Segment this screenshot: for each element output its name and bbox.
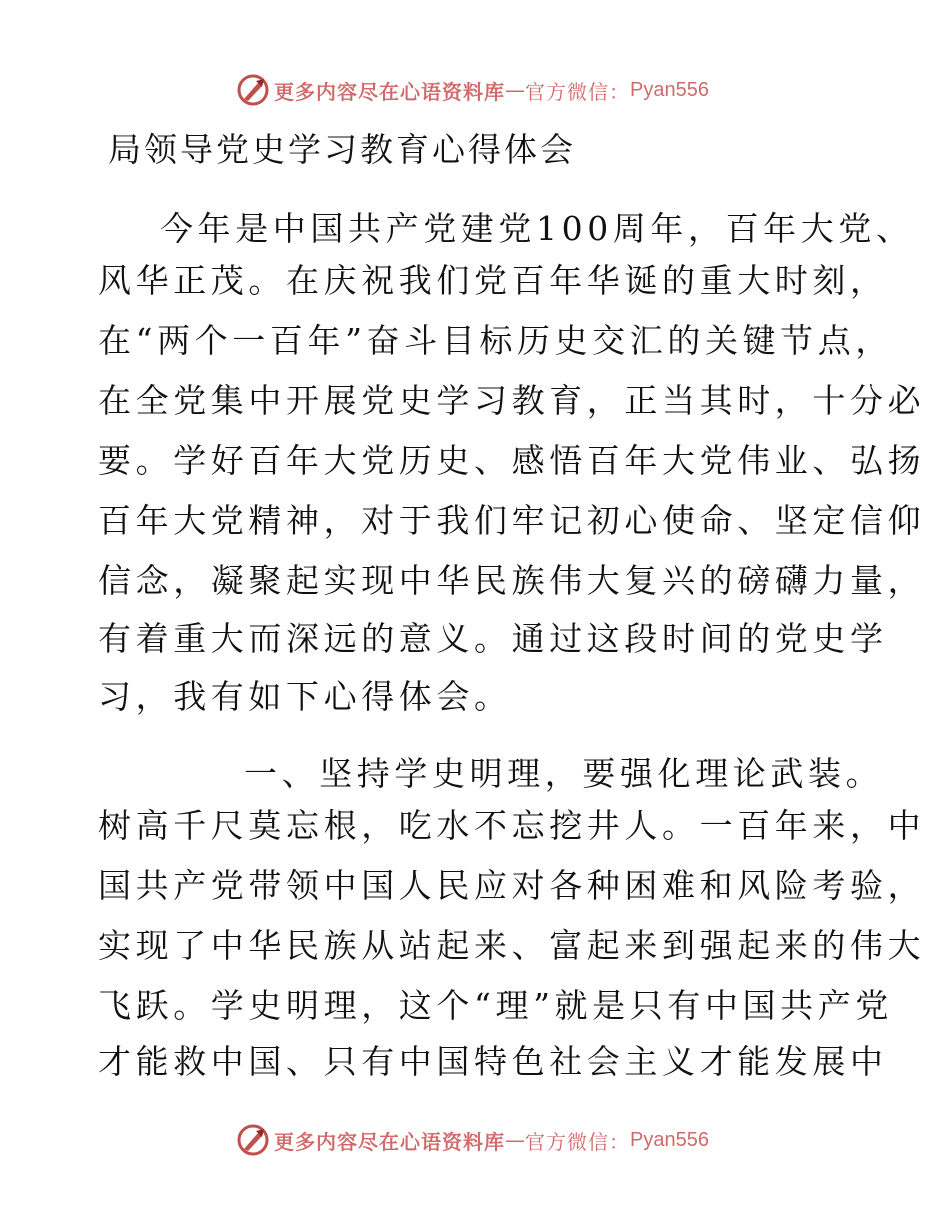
paragraph-line: 才能救中国、只有中国特色社会主义才能发展中 (98, 1042, 888, 1081)
watermark-source: 官方微信： (525, 1129, 630, 1154)
watermark-text: 更多内容尽在心语资料库 (274, 1129, 505, 1154)
paragraph-line: 有着重大而深远的意义。通过这段时间的党史学 (98, 619, 888, 658)
pen-logo-icon (236, 1123, 270, 1157)
watermark-wechat: Pyan556 (630, 1128, 709, 1151)
paragraph-line: 树高千尺莫忘根，吃水不忘挖井人。一百年来，中 (98, 806, 926, 845)
pen-logo-icon (236, 73, 270, 107)
paragraph-line: 今年是中国共产党建党100周年，百年大党、 (160, 209, 914, 248)
paragraph-line: 国共产党带领中国人民应对各种困难和风险考验， (98, 866, 926, 905)
watermark-dash: — (505, 78, 525, 102)
paragraph-line: 实现了中华民族从站起来、富起来到强起来的伟大 (98, 926, 926, 965)
paragraph-line: 风华正茂。在庆祝我们党百年华诞的重大时刻， (98, 261, 888, 300)
paragraph-line: 在“两个一百年”奋斗目标历史交汇的关键节点， (98, 321, 893, 360)
watermark-dash: — (505, 1128, 525, 1152)
watermark-wechat: Pyan556 (630, 78, 709, 101)
watermark-source: 官方微信： (525, 79, 630, 104)
paragraph-line: 飞跃。学史明理，这个“理”就是只有中国共产党 (98, 986, 893, 1025)
paragraph-line: 信念，凝聚起实现中华民族伟大复兴的磅礴力量， (98, 561, 926, 600)
paragraph-line: 要。学好百年大党历史、感悟百年大党伟业、弘扬 (98, 441, 926, 480)
paragraph-line: 在全党集中开展党史学习教育，正当其时，十分必 (98, 381, 926, 420)
paragraph-line: 百年大党精神，对于我们牢记初心使命、坚定信仰 (98, 501, 926, 540)
header-watermark (236, 70, 709, 110)
footer-watermark (236, 1120, 709, 1160)
section-heading: 一、坚持学史明理，要强化理论武装。 (244, 754, 884, 793)
paragraph-line: 习，我有如下心得体会。 (98, 677, 512, 716)
watermark-text: 更多内容尽在心语资料库 (274, 79, 505, 104)
document-title: 局领导党史学习教育心得体会 (108, 130, 576, 169)
